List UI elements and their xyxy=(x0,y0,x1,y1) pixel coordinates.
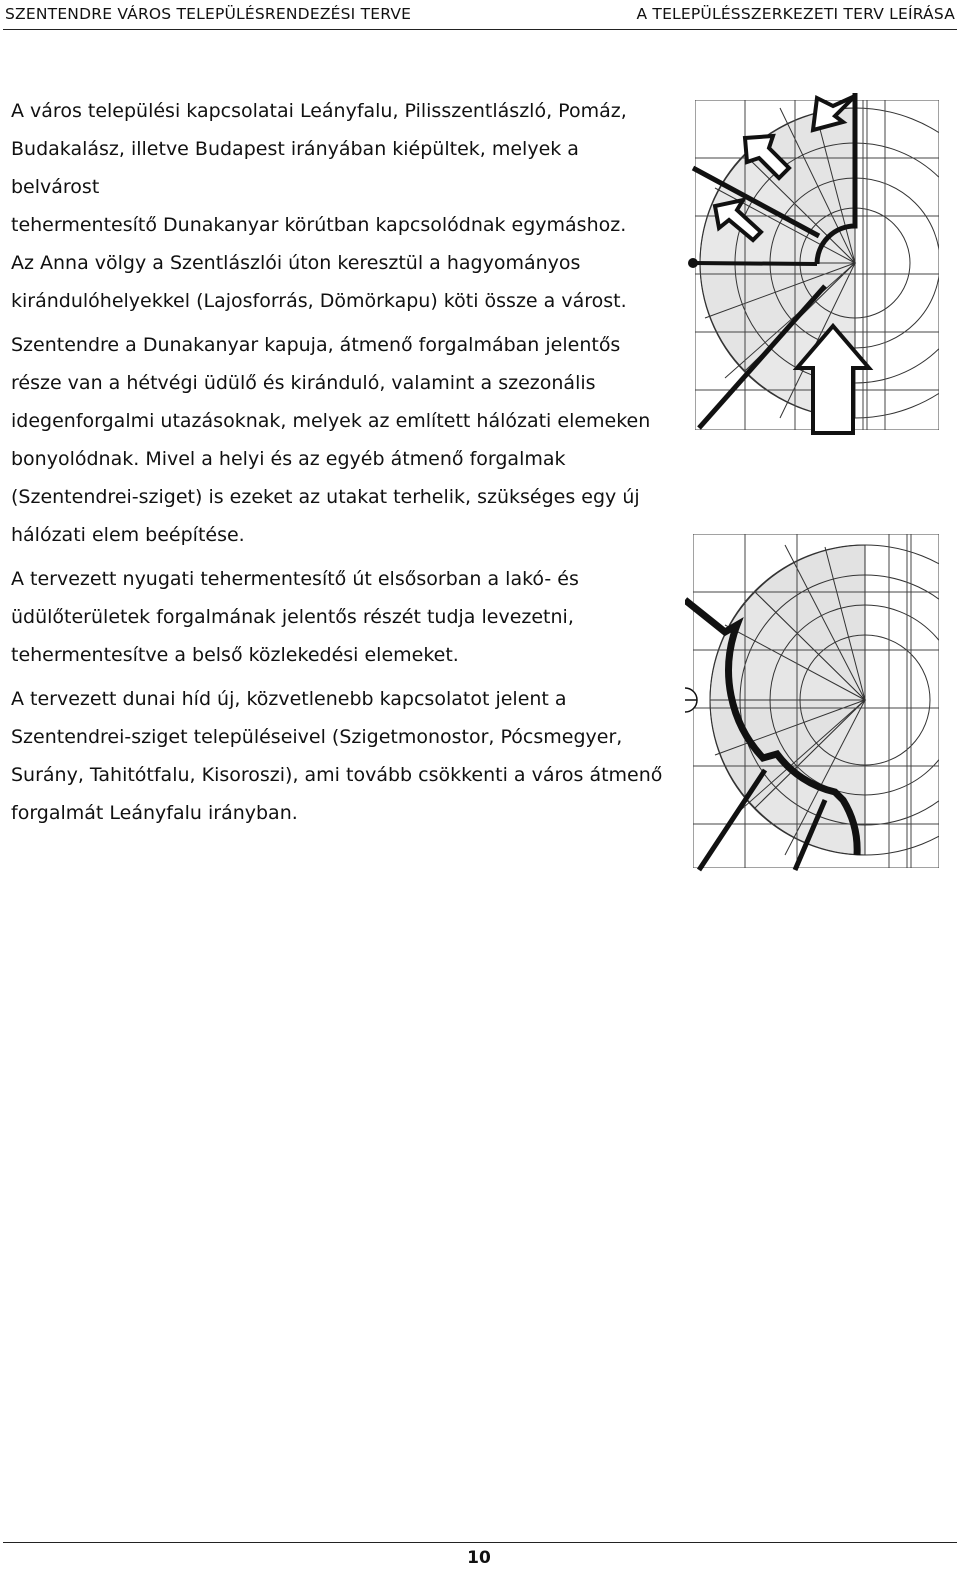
header-document-title: SZENTENDRE VÁROS TELEPÜLÉSRENDEZÉSI TERVE xyxy=(5,5,412,23)
page-number xyxy=(0,1548,960,1568)
page-header xyxy=(0,0,960,30)
header-section-title: A TELEPÜLÉSSZERKEZETI TERV LEÍRÁSA xyxy=(636,5,955,23)
body-text xyxy=(11,92,671,832)
paragraph-settlement-connections: A város települési kapcsolatai Leányfalu, Pilisszentlászló, Pomáz, Budakalász, illetve Budapest irányában kiépültek, melyek a belvárost tehermentesítő Dunakanyar körútban kapcsolódnak egymáshoz. Az Anna völgy a Szentlászlói úton keresztül a hagyományos kirándulóhelyekkel (Lajosforrás, Dömörkapu) köti össze a várost. xyxy=(11,100,627,312)
network-diagram-arrows xyxy=(685,88,957,440)
page-number-text: 10 xyxy=(467,1548,491,1568)
paragraph-danube-bridge: A tervezett dunai híd új, közvetlenebb kapcsolatot jelent a Szentendrei-sziget településeivel (Szigetmonostor, Pócsmegyer, Surány, Tahitótfalu, Kisoroszi), ami tovább csökkenti a város átmenő forgalmát Leányfalu irányban. xyxy=(11,688,663,824)
header-rule xyxy=(3,29,957,30)
network-diagram-bypass xyxy=(685,530,957,875)
footer-rule xyxy=(3,1542,957,1543)
paragraph-through-traffic: Szentendre a Dunakanyar kapuja, átmenő forgalmában jelentős része van a hétvégi üdülő és kiránduló, valamint a szezonális idegenforgalmi utazásoknak, melyek az említett hálózati elemeken bonyolódnak. Mivel a helyi és az egyéb átmenő forgalmak (Szentendrei-sziget) is ezeket az utakat terhelik, szükséges egy új hálózati elem beépítése. xyxy=(11,334,651,546)
paragraph-western-bypass: A tervezett nyugati tehermentesítő út elsősorban a lakó- és üdülőterületek forgalmának jelentős részét tudja levezetni, tehermentesítve a belső közlekedési elemeket. xyxy=(11,568,579,666)
